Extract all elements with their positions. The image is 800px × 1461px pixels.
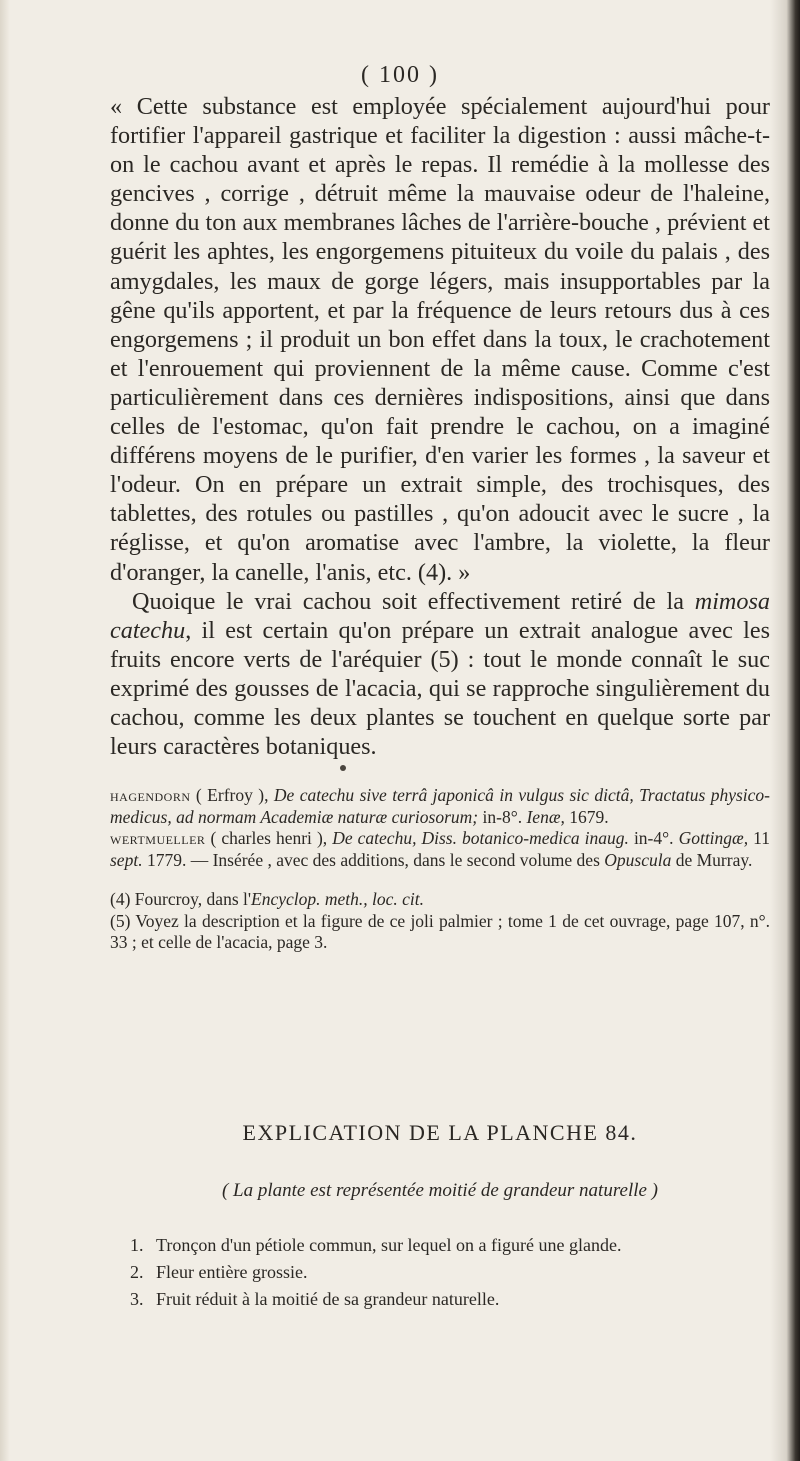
legend-text: Fleur entière grossie. [156,1262,308,1282]
footnote-month: sept. [110,849,143,870]
footnote-4 [110,889,770,911]
footnote-text: 11 [748,828,770,848]
footnote-text: in-4°. [628,828,679,848]
paragraph-1: « Cette substance est employée spécialement aujourd'hui pour fortifier l'appareil gastrique et faciliter la digestion : aussi mâche-t-on le cachou avant et après le repas. Il remédie à la mollesse des gencives , corrige , détruit même la mauvaise odeur de l'haleine, donne du ton aux membranes lâches de l'arrière-bouche , prévient et guérit les aphtes, les engorgemens pituiteux du voile du palais , des amygdales, les maux de gorge légers, mais insupportables par la gêne qu'ils apportent, et par la fréquence de leurs retours dus à ces engorgemens ; il produit un bon effet dans la toux, le crachotement et l'enrouement qui proviennent de la même cause. Comme c'est particulièrement dans ces dernières indispositions, ainsi que dans celles de l'estomac, qu'on fait prendre le cachou, on a imaginé différens moyens de le purifier, d'en varier les formes , la saveur et l'odeur. On en prépare un extrait simple, des trochisques, des tablettes, des rotules ou pastilles , qu'on adoucit avec le sucre , la réglisse, et qu'on aromatise avec l'ambre, la violette, la fleur d'oranger, la canelle, l'anis, etc. (4). » [110,93,770,586]
plate-subtitle: ( La plante est représentée moitié de grandeur naturelle ) [221,1180,659,1201]
footnote-text: de Murray. [671,849,753,870]
footnote-text: (4) Fourcroy, dans l' [110,889,252,909]
legend-text: Tronçon d'un pétiole commun, sur lequel on a figuré une glande. [156,1235,622,1255]
page-left-edge [0,0,10,1461]
plate-title: EXPLICATION DE LA PLANCHE 84. [242,1120,638,1145]
footnote-5: (5) Voyez la description et la figure de ce joli palmier ; tome 1 de cet ouvrage, page 107, n°. 33 ; et celle de l'acacia, page 3. [110,910,770,952]
legend-number: 2. [130,1262,144,1282]
paragraph-2-species: mimosa catechu [110,587,770,644]
page-number-header: ( 100 ) [361,62,439,88]
footnote-author: hagendorn [110,785,191,805]
page-binding-shadow [770,0,800,1461]
paragraph-2 [110,587,770,762]
plate-legend [130,1232,770,1313]
footnotes [110,785,770,954]
footnote-wertmueller [110,828,770,871]
legend-item-1 [130,1232,770,1259]
legend-item-2 [130,1259,770,1286]
legend-number: 1. [130,1235,144,1255]
footnote-work: Opuscula [604,849,672,870]
footnote-text: ( charles henri ), [205,828,333,848]
footnote-author: wertmueller [110,828,206,848]
footnote-citation: Encyclop. meth., loc. cit. [251,889,425,909]
footnote-text: in-8°. [478,806,527,827]
separator-dot [340,765,346,771]
footnote-text: ( Erfroy ), [190,785,274,805]
legend-item-3 [130,1286,770,1313]
paragraph-2-start: Quoique le vrai cachou soit effectivement retiré de la [132,587,695,615]
legend-text: Fruit réduit à la moitié de sa grandeur naturelle. [156,1289,500,1309]
footnote-place: Gottingæ, [678,828,749,848]
footnote-text: 1679. [564,806,609,827]
legend-number: 3. [130,1289,144,1309]
footnote-title: De catechu sive terrâ japonicâ in vulgus sic dictâ, Tractatus physico-medicus, ad normam Academiæ naturæ curiosorum; [110,785,770,827]
footnote-title: De catechu, Diss. botanico-medica inaug. [332,828,629,848]
paragraph-2-end: , il est certain qu'on prépare un extrait analogue avec les fruits encore verts de l'aréquier (5) : tout le monde connaît le suc exprimé des gousses de l'acacia, qui se rapproche singulièrement du cachou, comme les deux plantes se touchent en quelque sorte par leurs caractères botaniques. [110,616,770,761]
footnote-hagendorn [110,785,770,828]
footnote-place: Ienæ, [526,806,565,827]
main-text [110,92,770,761]
footnote-text: 1779. — Insérée , avec des additions, dans le second volume des [142,849,605,870]
